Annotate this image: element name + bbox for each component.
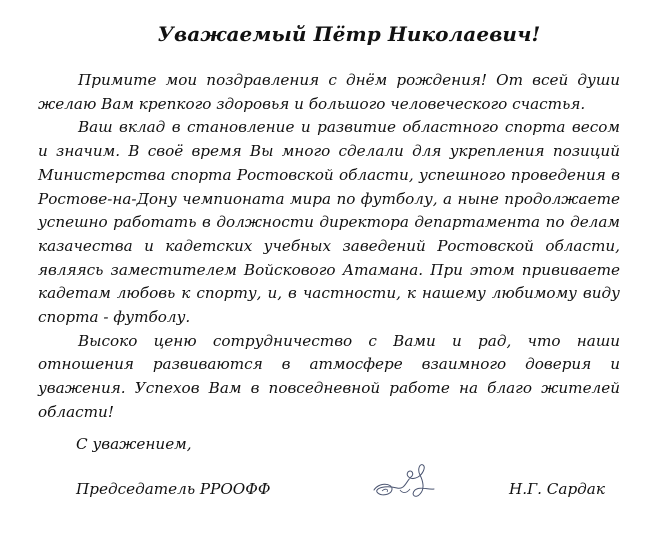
letter-paragraph-2: Ваш вклад в становление и развитие областного спорта весом и значим. В своё время Вы много сделали для укрепления позиций Министерства спорта Ростовской области, успешного проведения в Ростове-на-Дону чемпионата мира по футболу, а ныне продолжаете успешно работать в должности директора департамента по делам казачества и кадетских учебных заведений Ростовской области, являясь заместителем Войскового Атамана. При этом прививаете кадетам любовь к спорту, и, в частности, к нашему любимому виду спорта - футболу. (38, 118, 620, 327)
letter-paragraph-3: Высоко ценю сотрудничество с Вами и рад, что наши отношения развиваются в атмосфере взаимного доверия и уважения. Успехов Вам в повседневной работе на благо жителей области! (38, 331, 620, 421)
letter-closing: С уважением, (76, 435, 192, 453)
letter-paragraph-1: Примите мои поздравления с днём рождения! От всей души желаю Вам крепкого здоровья и большого человеческого счастья. (38, 71, 620, 113)
signatory-title: Председатель РРООФФ (76, 480, 271, 498)
handwritten-signature (370, 459, 440, 503)
letter-body (38, 69, 620, 425)
signatory-name: Н.Г. Сардак (509, 480, 605, 498)
letter-greeting: Уважаемый Пётр Николаевич! (157, 22, 541, 46)
